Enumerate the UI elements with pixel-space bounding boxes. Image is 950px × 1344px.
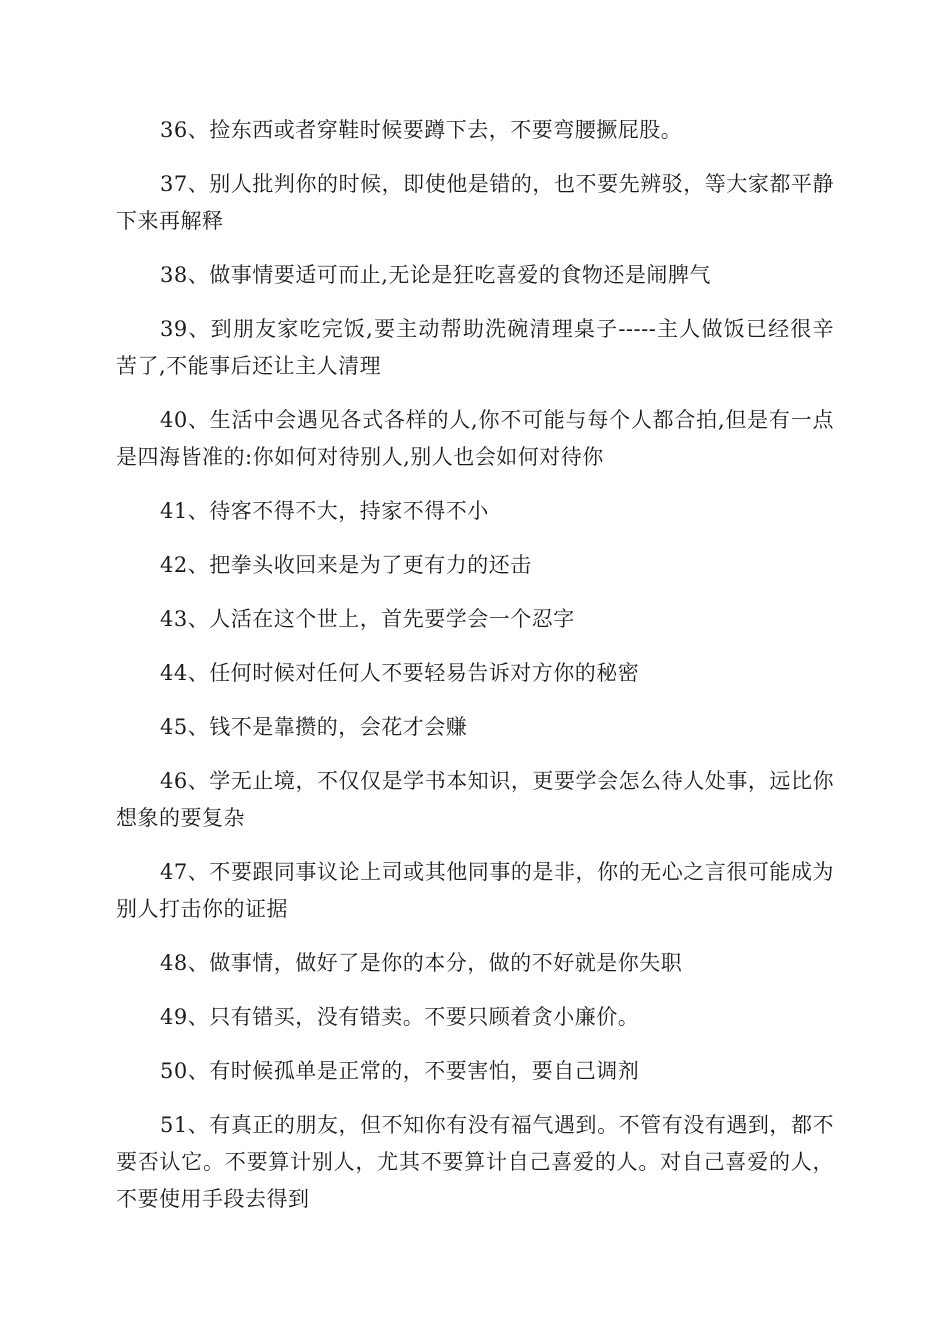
paragraph-37: 37、别人批判你的时候，即使他是错的，也不要先辨驳，等大家都平静下来再解释 bbox=[116, 172, 834, 233]
paragraph-51: 51、有真正的朋友，但不知你有没有福气遇到。不管有没有遇到，都不要否认它。不要算计别人，尤其不要算计自己喜爱的人。对自己喜爱的人，不要使用手段去得到 bbox=[116, 1113, 834, 1211]
paragraph-45: 45、钱不是靠攒的，会花才会赚 bbox=[160, 715, 468, 739]
paragraph-48: 48、做事情，做好了是你的本分，做的不好就是你失职 bbox=[160, 951, 683, 975]
paragraph-36: 36、捡东西或者穿鞋时候要蹲下去，不要弯腰撅屁股。 bbox=[160, 118, 683, 142]
paragraph-40: 40、生活中会遇见各式各样的人,你不可能与每个人都合拍,但是有一点是四海皆准的:你如何对待别人,别人也会如何对待你 bbox=[116, 408, 834, 469]
paragraph-44: 44、任何时候对任何人不要轻易告诉对方你的秘密 bbox=[160, 661, 640, 685]
paragraph-46: 46、学无止境，不仅仅是学书本知识，更要学会怎么待人处事，远比你想象的要复杂 bbox=[116, 769, 834, 830]
paragraph-43: 43、人活在这个世上，首先要学会一个忍字 bbox=[160, 607, 575, 631]
paragraph-42: 42、把拳头收回来是为了更有力的还击 bbox=[160, 553, 532, 577]
document-body bbox=[116, 112, 834, 1235]
paragraph-47: 47、不要跟同事议论上司或其他同事的是非，你的无心之言很可能成为别人打击你的证据 bbox=[116, 860, 834, 921]
paragraph-49: 49、只有错买，没有错卖。不要只顾着贪小廉价。 bbox=[160, 1005, 640, 1029]
paragraph-39: 39、到朋友家吃完饭,要主动帮助洗碗清理桌子-----主人做饭已经很辛苦了,不能事后还让主人清理 bbox=[116, 317, 834, 378]
paragraph-41: 41、待客不得不大，持家不得不小 bbox=[160, 499, 489, 523]
paragraph-50: 50、有时候孤单是正常的，不要害怕，要自己调剂 bbox=[160, 1059, 640, 1083]
paragraph-38: 38、做事情要适可而止,无论是狂吃喜爱的食物还是闹脾气 bbox=[160, 263, 711, 287]
